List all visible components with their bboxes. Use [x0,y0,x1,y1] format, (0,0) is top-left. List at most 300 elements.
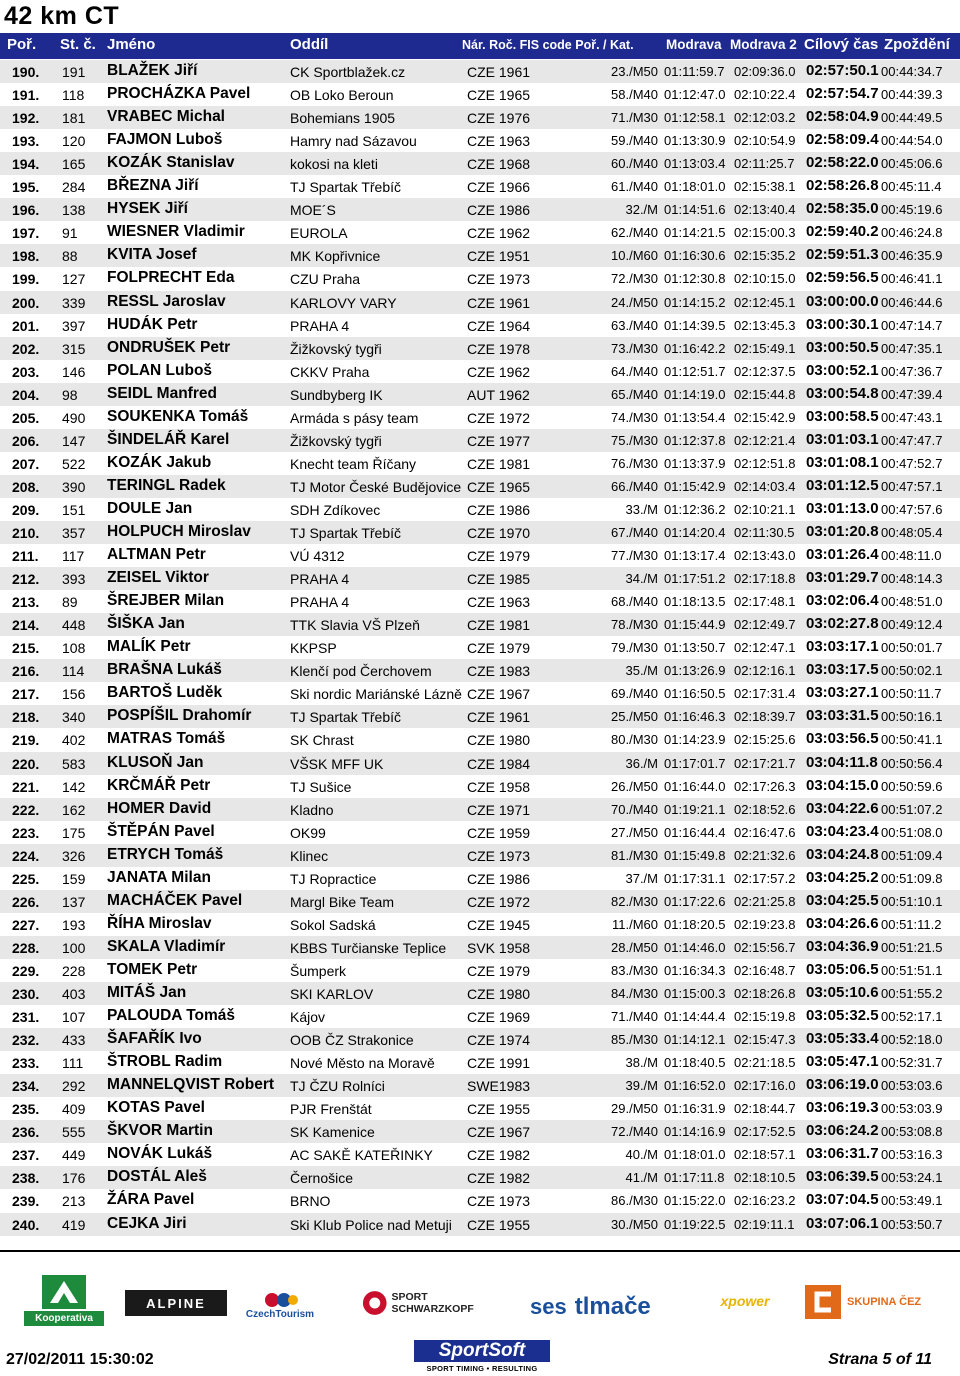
cell-rank: 202. [12,340,40,357]
cell-diff: 00:52:17.1 [881,1009,943,1025]
cell-split2: 02:18:10.5 [734,1170,796,1186]
cell-name: BARTOŠ Luděk [107,684,223,702]
cell-bib: 449 [62,1147,86,1164]
cell-diff: 00:44:34.7 [881,64,943,79]
table-row [0,1097,960,1120]
cell-name: CEJKA Jiri [107,1214,187,1232]
cell-rank: 229. [12,962,40,979]
cell-nat: CZE 1986 [467,870,531,887]
cell-rank: 213. [12,594,40,611]
cell-bib: 107 [62,1009,86,1026]
cell-split1: 01:16:50.5 [664,686,726,702]
cell-name: MITÁŠ Jan [107,984,187,1001]
cell-bib: 393 [62,571,86,588]
cell-cat: 77./M30 [611,548,658,564]
cell-rank: 216. [12,663,40,680]
cell-rank: 204. [12,386,40,403]
cell-bib: 292 [62,1078,86,1095]
cell-split1: 01:17:11.8 [664,1170,725,1186]
cell-split2: 02:18:52.6 [734,801,796,817]
cell-diff: 00:48:51.0 [881,594,943,610]
cell-bib: 191 [62,64,86,80]
cell-club: Kladno [290,801,334,818]
cell-diff: 00:50:11.7 [881,686,942,702]
cell-split2: 02:17:57.2 [734,870,796,886]
cell-cat: 34./M [625,571,658,587]
cell-rank: 196. [12,202,40,219]
cell-nat: CZE 1958 [467,778,531,795]
cell-name: SKALA Vladimír [107,937,226,955]
page-title: 42 km CT [4,2,120,30]
cell-nat: CZE 1982 [467,1170,531,1187]
print-datetime: 27/02/2011 15:30:02 [6,1351,154,1368]
cell-split1: 01:13:17.4 [664,548,726,564]
cell-split1: 01:16:31.9 [664,1101,726,1117]
cell-club: TJ Spartak Třebíč [290,709,402,726]
cell-rank: 192. [12,110,40,127]
sportsoft-logo [414,1340,550,1374]
table-row [0,1166,960,1189]
cell-name: KOZÁK Jakub [107,453,212,471]
ses-label: ses [530,1294,567,1319]
cell-time: 03:00:54.8 [806,384,879,402]
cell-bib: 583 [62,755,86,772]
cell-cat: 26./M50 [611,778,658,794]
table-row [0,590,960,613]
cell-cat: 38./M [625,1055,658,1071]
table-row [0,152,960,175]
cell-diff: 00:44:39.3 [881,87,943,103]
cell-rank: 193. [12,133,40,150]
tlmace-label: tlmače [574,1293,651,1320]
cell-split2: 02:17:52.5 [734,1124,796,1140]
cell-nat: CZE 1983 [467,663,531,680]
cell-club: TJ Spartak Třebíč [290,525,402,541]
cell-split2: 02:12:47.1 [734,640,796,656]
cell-time: 03:07:06.1 [806,1214,879,1232]
cell-nat: CZE 1972 [467,409,531,426]
table-row [0,728,960,751]
cell-nat: CZE 1973 [467,1193,531,1210]
cell-nat: CZE 1981 [467,455,531,472]
cell-nat: CZE 1986 [467,501,531,518]
cell-split2: 02:13:45.3 [734,317,796,333]
cell-split1: 01:13:30.9 [664,133,726,149]
cell-split2: 02:11:25.7 [734,156,795,172]
cell-club: Armáda s pásy team [290,409,419,426]
cell-rank: 198. [12,248,40,265]
cell-time: 03:06:19.3 [806,1099,879,1117]
cell-rank: 227. [12,916,40,933]
cell-rank: 238. [12,1170,40,1187]
cell-name: ŘÍHA Miroslav [107,914,212,932]
cell-diff: 00:46:24.8 [881,225,943,241]
cell-club: Sundbyberg IK [290,386,383,403]
cell-name: PROCHÁZKA Pavel [107,85,251,103]
cell-name: SEIDL Manfred [107,384,217,402]
cell-bib: 175 [62,824,86,841]
cell-name: ŠKVOR Martin [107,1122,213,1140]
cell-split1: 01:13:54.4 [664,409,726,425]
cell-split2: 02:12:45.1 [734,294,796,310]
cell-bib: 162 [62,801,86,818]
cell-bib: 193 [62,916,86,933]
schwarzkopf-label: SPORT SCHWARZKOPF [391,1291,474,1315]
cell-bib: 176 [62,1170,86,1187]
cell-club: MOE´S [290,202,336,219]
table-row [0,798,960,821]
cell-nat: CZE 1965 [467,87,531,104]
cell-nat: SVK 1958 [467,939,531,956]
header-split1: Modrava [666,37,722,52]
header-time: Cílový čas [804,36,879,53]
czechtourism-label: CzechTourism [245,1308,315,1320]
cell-diff: 00:53:24.1 [881,1170,943,1186]
cell-split2: 02:15:35.2 [734,248,796,264]
cell-split2: 02:15:42.9 [734,409,796,425]
cell-bib: 409 [62,1101,86,1118]
cell-rank: 201. [12,317,40,334]
cell-diff: 00:51:10.1 [881,893,943,909]
cell-bib: 108 [62,640,86,657]
cell-time: 03:07:04.5 [806,1191,879,1209]
cell-split1: 01:13:50.7 [664,640,726,656]
table-row [0,106,960,129]
cell-rank: 223. [12,824,40,841]
cell-cat: 84./M30 [611,986,658,1001]
table-row [0,60,960,83]
cell-rank: 221. [12,778,40,795]
cell-time: 03:04:26.6 [806,914,879,932]
table-row [0,267,960,290]
cell-nat: CZE 1978 [467,340,531,357]
table-row [0,775,960,798]
cell-cat: 85./M30 [611,1032,658,1048]
cell-bib: 522 [62,455,86,472]
cell-split2: 02:15:44.8 [734,386,796,402]
cell-diff: 00:50:01.7 [881,640,943,656]
cell-split1: 01:17:31.1 [664,870,726,886]
cell-diff: 00:51:09.8 [881,870,943,886]
cell-club: AC SAKĚ KATEŘINKY [290,1147,433,1164]
cell-cat: 32./M [625,202,658,218]
cell-nat: CZE 1986 [467,202,531,219]
czechtourism-logo [236,1287,324,1323]
cell-club: Sokol Sadská [290,916,376,933]
cell-time: 03:05:33.4 [806,1030,879,1048]
cell-time: 03:02:06.4 [806,592,879,610]
cell-diff: 00:53:03.9 [881,1101,943,1117]
cell-split2: 02:15:25.6 [734,732,796,748]
cell-bib: 490 [62,409,86,426]
cell-bib: 127 [62,271,86,288]
cell-cat: 60./M40 [611,156,658,172]
cell-bib: 228 [62,962,86,979]
cell-bib: 213 [62,1193,86,1210]
sportsoft-label: SportSoft [414,1340,550,1362]
cell-diff: 00:51:07.2 [881,801,943,817]
cell-bib: 88 [62,248,78,265]
kooperativa-label: Kooperativa [24,1311,104,1326]
cell-cat: 24./M50 [611,294,658,310]
cell-split2: 02:12:49.7 [734,617,796,633]
cell-split1: 01:12:30.8 [664,271,726,287]
cell-time: 03:01:03.1 [806,430,879,448]
table-row [0,982,960,1005]
cell-cat: 64./M40 [611,363,658,379]
cell-bib: 397 [62,317,86,334]
table-row [0,452,960,475]
cell-rank: 224. [12,847,40,864]
table-row [0,1189,960,1212]
cell-time: 03:01:08.1 [806,453,879,471]
cell-name: WIESNER Vladimir [107,223,245,241]
cell-nat: CZE 1963 [467,594,531,611]
cell-club: Ski nordic Mariánské Lázně [290,686,462,703]
cell-split1: 01:14:16.9 [664,1124,726,1140]
cell-club: CK Sportblažek.cz [290,64,406,80]
cell-nat: CZE 1961 [467,64,531,80]
cell-name: RESSL Jaroslav [107,292,226,310]
table-row [0,337,960,360]
cell-split2: 02:17:31.4 [734,686,796,702]
cell-rank: 239. [12,1193,40,1210]
cell-nat: CZE 1961 [467,709,531,726]
cell-cat: 67./M40 [611,525,658,540]
cell-bib: 156 [62,686,86,703]
cell-cat: 36./M [625,755,658,771]
cell-time: 03:00:52.1 [806,361,879,379]
cell-diff: 00:47:35.1 [881,340,943,356]
cell-cat: 37./M [625,870,658,886]
cell-nat: CZE 1966 [467,179,531,196]
cell-split2: 02:15:19.8 [734,1009,796,1025]
cell-club: VŠSK MFF UK [290,755,384,772]
cell-diff: 00:47:57.6 [881,501,943,517]
cell-split2: 02:12:51.8 [734,455,796,471]
cell-cat: 82./M30 [611,893,658,909]
cell-name: HOLPUCH Miroslav [107,523,251,540]
cell-diff: 00:52:31.7 [881,1055,943,1071]
cell-bib: 159 [62,870,86,887]
cell-split1: 01:19:22.5 [664,1216,726,1232]
cell-name: DOSTÁL Aleš [107,1168,207,1186]
cell-time: 03:05:32.5 [806,1007,879,1025]
sportsoft-tagline: SPORT TIMING • RESULTING [426,1364,538,1373]
cell-split1: 01:14:46.0 [664,939,726,955]
cell-rank: 232. [12,1032,40,1049]
cell-bib: 98 [62,386,78,403]
cell-nat: CZE 1980 [467,732,531,749]
cell-nat: CZE 1967 [467,686,531,703]
cell-club: kokosi na kleti [290,156,378,173]
cell-nat: CZE 1961 [467,294,531,311]
cell-name: FOLPRECHT Eda [107,269,235,287]
cell-name: ŠIŠKA Jan [107,615,185,633]
cell-bib: 146 [62,363,86,380]
cell-split2: 02:10:15.0 [734,271,796,287]
cell-split1: 01:14:44.4 [664,1009,726,1025]
cell-time: 03:00:50.5 [806,338,879,356]
cell-nat: CZE 1962 [467,363,531,380]
cell-cat: 78./M30 [611,617,658,633]
cell-bib: 137 [62,893,86,910]
cell-name: ŠINDELÁŘ Karel [107,430,230,448]
cell-time: 03:03:17.1 [806,638,879,656]
cell-club: SK Chrast [290,732,354,749]
cell-bib: 100 [62,939,86,956]
cell-club: KARLOVY VARY [290,294,397,311]
cell-rank: 228. [12,939,40,956]
table-row [0,867,960,890]
cell-nat: CZE 1976 [467,110,531,127]
page-number: Strana 5 of 11 [828,1351,932,1368]
cell-club: TJ Ropractice [290,870,377,887]
cell-time: 03:04:36.9 [806,937,879,955]
cell-split1: 01:17:01.7 [664,755,726,771]
xpower-logo: xpower [720,1293,770,1309]
cell-split2: 02:21:32.6 [734,847,796,863]
cell-cat: 69./M40 [611,686,658,702]
cell-club: PJR Frenštát [290,1101,372,1118]
cell-split1: 01:15:22.0 [664,1193,726,1209]
cell-club: SDH Zdíkovec [290,501,381,518]
cell-cat: 65./M40 [611,386,658,402]
cell-split2: 02:15:00.3 [734,225,796,241]
cell-nat: CZE 1951 [467,248,531,265]
cell-time: 03:06:24.2 [806,1122,879,1140]
cell-split2: 02:17:48.1 [734,594,796,610]
table-row [0,913,960,936]
cell-rank: 222. [12,801,40,818]
cell-name: ALTMAN Petr [107,546,206,564]
cell-time: 02:58:26.8 [806,177,879,195]
cell-bib: 402 [62,732,86,749]
cell-name: ŠAFAŘÍK Ivo [107,1030,202,1048]
cell-time: 03:03:56.5 [806,730,879,748]
cell-split1: 01:15:42.9 [664,478,726,494]
cell-name: MACHÁČEK Pavel [107,891,243,909]
cell-club: TTK Slavia VŠ Plzeň [290,617,420,634]
footer-divider [0,1250,960,1252]
table-row [0,291,960,314]
cell-split2: 02:21:18.5 [734,1055,796,1071]
header-name: Jméno [107,36,156,53]
cell-split1: 01:12:36.2 [664,501,726,517]
cell-nat: CZE 1970 [467,525,531,541]
table-row [0,383,960,406]
table-row [0,544,960,567]
results-table-header [0,33,960,59]
cell-nat: CZE 1977 [467,432,531,449]
cell-club: Knecht team Říčany [290,455,417,472]
cell-diff: 00:47:47.7 [881,432,943,448]
cell-rank: 194. [12,156,40,173]
cell-split2: 02:17:16.0 [734,1078,796,1094]
cell-cat: 70./M40 [611,801,658,817]
table-row [0,314,960,337]
cell-rank: 197. [12,225,40,242]
cell-club: TJ ČZU Rolníci [290,1078,385,1095]
cell-diff: 00:47:43.1 [881,409,943,425]
header-diff: Zpoždění [884,36,950,53]
cell-bib: 120 [62,133,86,150]
cell-name: SOUKENKA Tomáš [107,407,249,425]
cell-rank: 207. [12,455,40,472]
cell-cat: 66./M40 [611,478,658,494]
cell-time: 02:59:56.5 [806,269,879,287]
cell-cat: 80./M30 [611,732,658,748]
table-row [0,498,960,521]
cell-rank: 230. [12,986,40,1002]
cell-split2: 02:16:47.6 [734,824,796,840]
cell-rank: 234. [12,1078,40,1095]
cell-split2: 02:21:25.8 [734,893,796,909]
cez-label: SKUPINA ČEZ [847,1296,922,1308]
cell-time: 03:04:22.6 [806,799,879,817]
cell-rank: 233. [12,1055,40,1072]
table-row [0,1051,960,1074]
header-split2: Modrava 2 [730,37,797,52]
cell-nat: CZE 1959 [467,824,531,841]
cell-rank: 208. [12,478,40,495]
cell-name: BRAŠNA Lukáš [107,661,222,679]
cell-time: 03:01:12.5 [806,476,879,494]
cell-name: BLAŽEK Jiří [107,62,198,79]
cell-bib: 118 [62,87,85,104]
cell-bib: 117 [62,548,85,565]
cell-rank: 226. [12,893,40,910]
cell-club: SKI KARLOV [290,986,374,1002]
cell-name: HOMER David [107,799,212,817]
cell-cat: 29./M50 [611,1101,658,1117]
cell-rank: 195. [12,179,40,196]
cell-name: FAJMON Luboš [107,131,223,149]
cell-time: 03:00:30.1 [806,315,879,333]
cell-cat: 58./M40 [611,87,658,103]
cell-club: CKKV Praha [290,363,370,380]
cell-split2: 02:15:49.1 [734,340,796,356]
cell-diff: 00:51:21.5 [881,939,943,955]
cell-cat: 10./M60 [611,248,658,264]
cell-bib: 165 [62,156,86,173]
cell-rank: 217. [12,686,40,703]
cell-split2: 02:16:48.7 [734,962,796,978]
cell-name: MANNELQVIST Robert [107,1076,275,1094]
cell-time: 03:06:19.0 [806,1076,879,1094]
cell-name: POLAN Luboš [107,361,213,379]
cell-nat: CZE 1967 [467,1124,531,1141]
cell-name: ŽÁRA Pavel [107,1191,195,1209]
cell-name: ETRYCH Tomáš [107,845,224,863]
cell-time: 02:57:54.7 [806,85,879,103]
cell-time: 03:04:15.0 [806,776,879,794]
cell-club: Ski Klub Police nad Metuji [290,1216,452,1233]
table-row [0,567,960,590]
cell-name: KRČMÁŘ Petr [107,776,211,794]
cell-cat: 74./M30 [611,409,658,425]
cell-diff: 00:47:36.7 [881,363,943,379]
cell-diff: 00:45:19.6 [881,202,943,218]
cell-time: 03:02:27.8 [806,615,879,633]
cell-club: Bohemians 1905 [290,110,396,127]
table-row [0,406,960,429]
cell-split1: 01:13:26.9 [664,663,726,679]
cell-time: 03:04:25.2 [806,868,879,886]
cell-split2: 02:12:03.2 [734,110,796,126]
header-rank: Poř. [7,36,37,53]
cell-split2: 02:09:36.0 [734,64,796,79]
